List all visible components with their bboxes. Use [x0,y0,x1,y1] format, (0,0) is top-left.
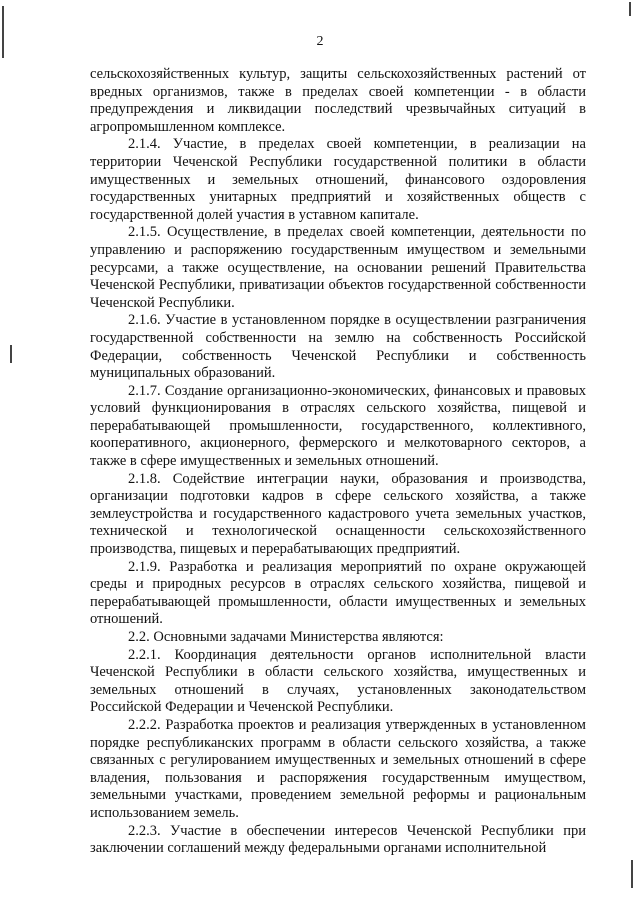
scan-edge-mark-left-top [2,6,4,58]
paragraph-2-1-7: 2.1.7. Создание организационно-экономических, финансовых и правовых условий функционирования в отраслях сельского хозяйства, пищевой и перерабатывающей промышленности, государственного, коллективного, кооперативного, акционерного, фермерского и мелкотоварного секторов, а также в сфере имущественных и земельных отношений. [90,382,586,470]
paragraph-2-2-1: 2.2.1. Координация деятельности органов исполнительной власти Чеченской Республики в области сельского хозяйства, имущественных и земельных отношений в случаях, установленных законодательством Российской Федерации и Чеченской Республики. [90,646,586,716]
scan-edge-mark-right-top [629,2,631,16]
page-number: 2 [316,34,324,49]
paragraph-2-1-6: 2.1.6. Участие в установленном порядке в осуществлении разграничения государственной собственности на землю на собственность Российской Федерации, собственность Чеченской Республики и собственность муниципальных образований. [90,312,586,382]
paragraph-2-2: 2.2. Основными задачами Министерства являются: [128,629,444,645]
scan-edge-mark-left-mid [10,345,12,363]
scan-edge-mark-right-bottom [631,860,633,888]
paragraph-2-1-5: 2.1.5. Осуществление, в пределах своей компетенции, деятельности по управлению и распоряжению государственным имуществом и земельными ресурсами, а также осуществление, на основании решений Правительства Чеченской Республики, приватизации объектов государственной собственности Чеченской Республики. [90,224,586,311]
paragraph-2-2-3: 2.2.3. Участие в обеспечении интересов Чеченской Республики при заключении соглашений между федеральными органами исполнительной [90,822,586,857]
paragraph-2-1-9: 2.1.9. Разработка и реализация мероприятий по охране окружающей среды и природных ресурсов в отраслях сельского хозяйства, пищевой и перерабатывающей промышленности, области имущественных и земельных отношений. [90,558,586,628]
paragraph-2-2-2: 2.2.2. Разработка проектов и реализация утвержденных в установленном порядке республиканских программ в области сельского хозяйства, а также связанных с регулированием имущественных и земельных отношений в сфере владения, пользования и распоряжения государственным имуществом, земельными участками, проведением земельной реформы и рациональным использованием земель. [90,716,586,821]
paragraph-2-1-4: 2.1.4. Участие, в пределах своей компетенции, в реализации на территории Чеченской Республики государственной политики в области имущественных и земельных отношений, финансового оздоровления государственных унитарных предприятий и хозяйственных обществ с государственной долей участия в уставном капитале. [90,136,586,223]
paragraph-continuation: сельскохозяйственных культур, защиты сельскохозяйственных растений от вредных организмов, также в пределах своей компетенции - в области предупреждения и ликвидации последствий чрезвычайных ситуаций в агропромышленном комплексе. [90,66,586,135]
document-body [90,66,586,858]
paragraph-2-1-8: 2.1.8. Содействие интеграции науки, образования и производства, организации подготовки кадров в сфере сельского хозяйства, а также землеустройства и государственного кадастрового учета земельных участков, технической и технологической оснащенности сельскохозяйственного производства, пищевых и перерабатывающих предприятий. [90,470,586,558]
